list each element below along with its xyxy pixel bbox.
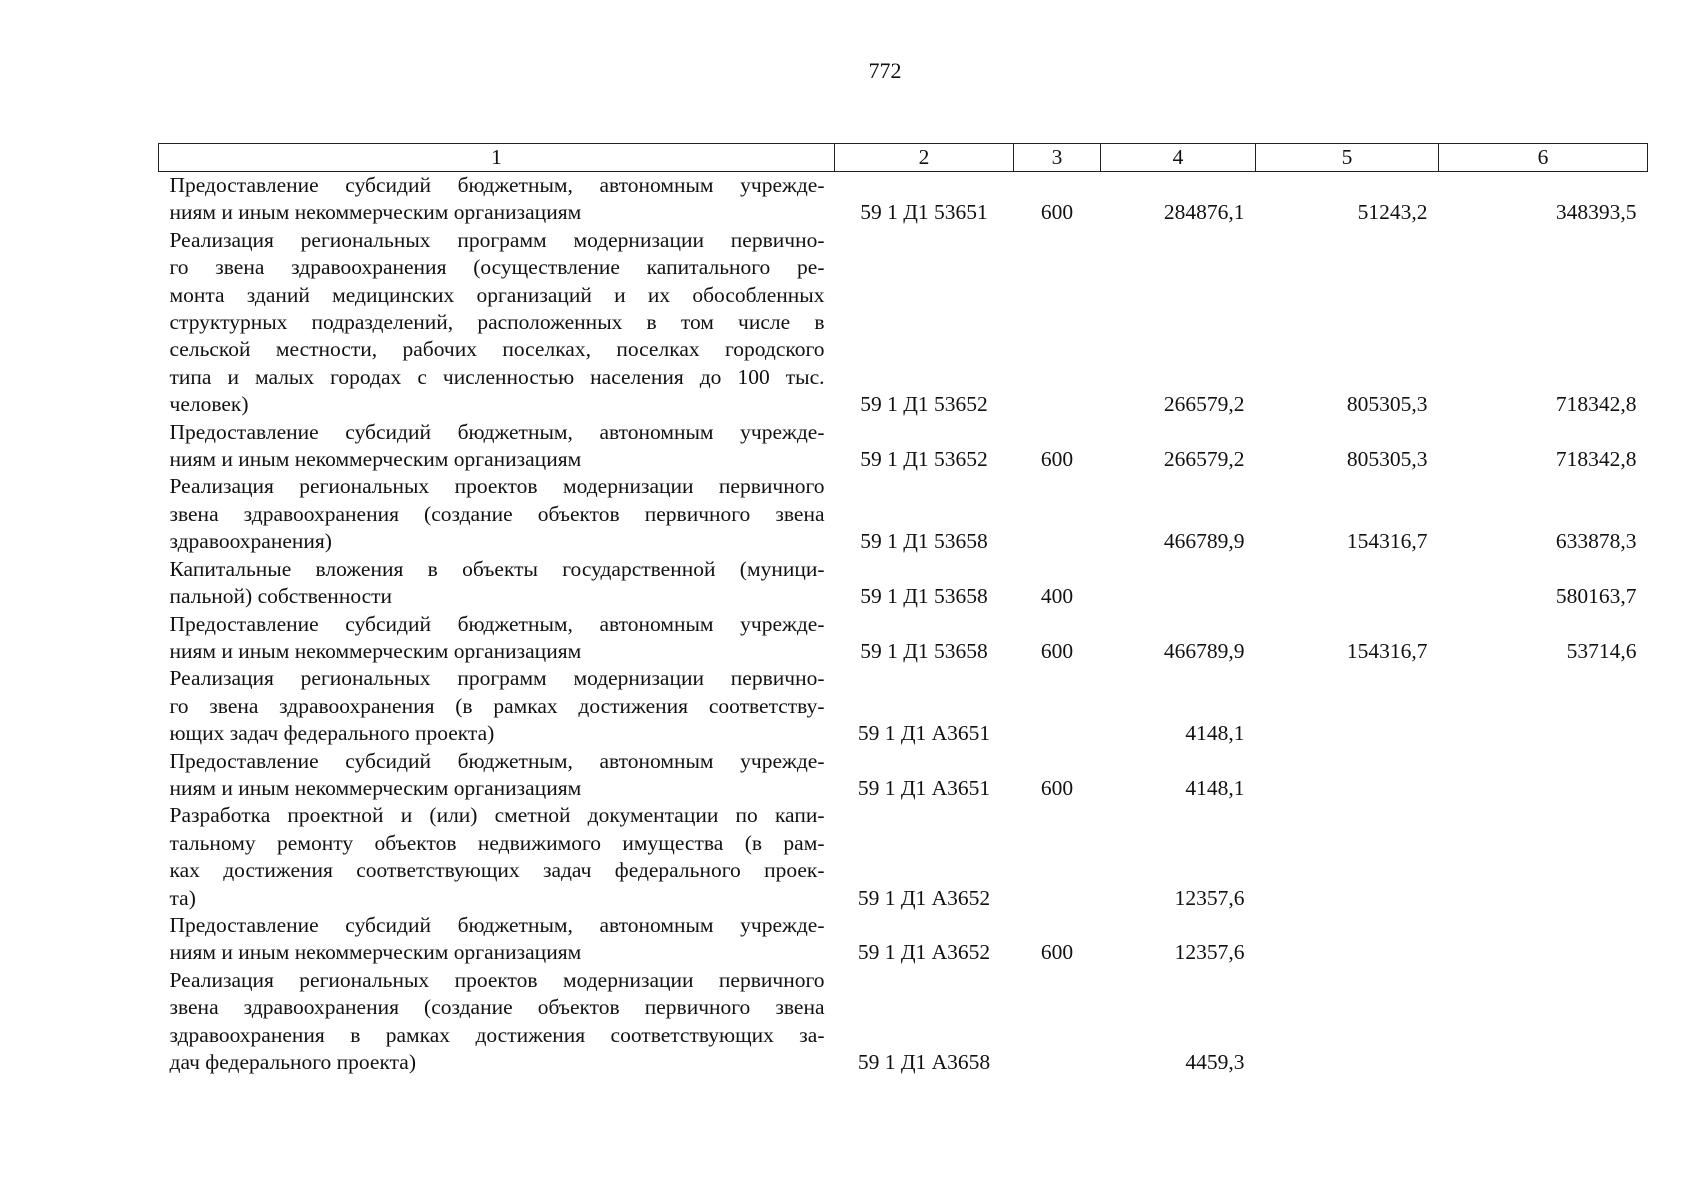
row-value-col5 [1256, 912, 1439, 967]
description-line: ниям и иным некоммерческим организациям [169, 775, 582, 800]
column-header-1: 1 [159, 144, 835, 172]
table-row [159, 611, 1648, 666]
row-expense-type: 600 [1040, 940, 1074, 965]
table-row [159, 172, 1648, 227]
description-line: ющих задач федерального проекта) [169, 721, 495, 746]
description-line: тальному ремонту объектов недвижимого имущества (в рам- [169, 830, 825, 855]
row-value-col5 [1256, 748, 1439, 803]
row-code: 59 1 Д1 А3652 [857, 940, 991, 965]
row-expense-type: 600 [1040, 775, 1074, 800]
row-value-col6: 718342,8 [1555, 447, 1637, 472]
description-line: монта зданий медицинских организаций и их обособленных [169, 282, 825, 307]
description-line: та) [169, 885, 196, 910]
row-description [159, 912, 835, 967]
row-value-col4: 266579,2 [1163, 392, 1245, 417]
table-row [159, 556, 1648, 611]
row-value-col4: 466789,9 [1163, 638, 1245, 663]
row-description [159, 611, 835, 666]
row-value-col5: 154316,7 [1346, 638, 1428, 663]
row-code: 59 1 Д1 А3652 [857, 885, 991, 910]
description-line: Предоставление субсидий бюджетным, автономным учрежде- [169, 419, 825, 444]
description-line: человек) [169, 392, 249, 417]
description-line: сельской местности, рабочих поселках, поселках городского [169, 337, 825, 362]
description-line: ниям и иным некоммерческим организациям [169, 638, 582, 663]
row-code: 59 1 Д1 А3651 [857, 721, 991, 746]
column-header-4: 4 [1101, 144, 1256, 172]
row-code: 59 1 Д1 А3658 [857, 1050, 991, 1074]
description-line: Реализация региональных проектов модернизации первичного [169, 474, 825, 499]
row-expense-type: 600 [1040, 638, 1074, 663]
description-line: структурных подразделений, расположенных в том числе в [169, 310, 825, 335]
table-row [159, 748, 1648, 803]
description-line: Реализация региональных программ модернизации первично- [169, 666, 825, 691]
description-line: ках достижения соответствующих задач федерального проек- [169, 858, 825, 883]
description-line: типа и малых городах с численностью населения до 100 тыс. [169, 364, 825, 389]
description-line: пальной) собственности [169, 584, 393, 609]
row-code: 59 1 Д1 А3651 [857, 775, 991, 800]
row-description [159, 473, 835, 555]
row-value-col5 [1256, 556, 1439, 611]
row-expense-type [1014, 473, 1101, 555]
description-line: Предоставление субсидий бюджетным, автономным учрежде- [169, 173, 825, 197]
row-expense-type: 600 [1040, 200, 1074, 225]
row-code: 59 1 Д1 53658 [860, 638, 988, 663]
description-line: здравоохранения в рамках достижения соответствующих за- [169, 1022, 825, 1047]
row-value-col4: 4148,1 [1185, 775, 1245, 800]
row-value-col6: 580163,7 [1555, 584, 1637, 609]
row-expense-type [1014, 802, 1101, 912]
table-row [159, 967, 1648, 1077]
row-value-col4: 284876,1 [1163, 200, 1245, 225]
row-value-col5: 805305,3 [1346, 447, 1428, 472]
description-line: Предоставление субсидий бюджетным, автономным учрежде- [169, 748, 825, 773]
description-line: здравоохранения) [169, 529, 332, 554]
row-value-col4: 12357,6 [1174, 885, 1245, 910]
row-expense-type [1014, 227, 1101, 419]
description-line: Реализация региональных программ модернизации первично- [169, 227, 825, 252]
table-row [159, 473, 1648, 555]
description-line: ниям и иным некоммерческим организациям [169, 200, 582, 225]
table-row [159, 802, 1648, 912]
row-description [159, 665, 835, 747]
row-description [159, 172, 835, 227]
table-row [159, 912, 1648, 967]
row-value-col6 [1439, 802, 1648, 912]
row-expense-type [1014, 665, 1101, 747]
row-value-col6 [1439, 912, 1648, 967]
row-value-col6 [1439, 748, 1648, 803]
row-value-col6: 633878,3 [1555, 529, 1637, 554]
row-value-col4: 266579,2 [1163, 447, 1245, 472]
description-line: Разработка проектной и (или) сметной документации по капи- [169, 803, 825, 828]
row-value-col5: 154316,7 [1346, 529, 1428, 554]
row-value-col6: 718342,8 [1555, 392, 1637, 417]
budget-table [158, 143, 1648, 1076]
row-description [159, 748, 835, 803]
description-line: ниям и иным некоммерческим организациям [169, 447, 582, 472]
row-code: 59 1 Д1 53658 [860, 529, 988, 554]
column-header-2: 2 [835, 144, 1014, 172]
description-line: Реализация региональных проектов модернизации первичного [169, 967, 825, 992]
row-value-col5 [1256, 665, 1439, 747]
row-value-col6 [1439, 967, 1648, 1077]
table-row [159, 665, 1648, 747]
row-value-col6 [1439, 665, 1648, 747]
column-header-5: 5 [1256, 144, 1439, 172]
row-description [159, 556, 835, 611]
table-body [159, 172, 1648, 1077]
row-value-col6: 53714,6 [1566, 638, 1637, 663]
row-value-col4: 12357,6 [1174, 940, 1245, 965]
row-value-col4: 4148,1 [1185, 721, 1245, 746]
column-header-6: 6 [1439, 144, 1648, 172]
row-value-col4: 4459,3 [1185, 1050, 1245, 1074]
description-line: дач федерального проекта) [169, 1050, 416, 1074]
row-description [159, 802, 835, 912]
description-line: ниям и иным некоммерческим организациям [169, 940, 582, 965]
description-line: го звена здравоохранения (осуществление капитального ре- [169, 255, 825, 280]
description-line: го звена здравоохранения (в рамках достижения соответству- [169, 693, 825, 718]
row-expense-type [1014, 967, 1101, 1077]
row-value-col4 [1101, 556, 1256, 611]
description-line: Предоставление субсидий бюджетным, автономным учрежде- [169, 611, 825, 636]
row-value-col5 [1256, 802, 1439, 912]
column-header-3: 3 [1014, 144, 1101, 172]
row-code: 59 1 Д1 53658 [860, 584, 988, 609]
row-value-col4: 466789,9 [1163, 529, 1245, 554]
row-description [159, 227, 835, 419]
table-row [159, 227, 1648, 419]
row-value-col6: 348393,5 [1555, 200, 1637, 225]
row-code: 59 1 Д1 53651 [860, 200, 988, 225]
row-description [159, 419, 835, 474]
table-row [159, 419, 1648, 474]
row-value-col5: 805305,3 [1346, 392, 1428, 417]
row-expense-type: 600 [1040, 447, 1074, 472]
row-value-col5: 51243,2 [1357, 200, 1428, 225]
row-code: 59 1 Д1 53652 [860, 392, 988, 417]
header-row [159, 144, 1648, 172]
description-line: звена здравоохранения (создание объектов первичного звена [169, 501, 825, 526]
description-line: звена здравоохранения (создание объектов первичного звена [169, 995, 825, 1020]
description-line: Капитальные вложения в объекты государственной (муници- [169, 556, 825, 581]
row-expense-type: 400 [1040, 584, 1074, 609]
row-value-col5 [1256, 967, 1439, 1077]
page-number: 772 [868, 58, 902, 83]
description-line: Предоставление субсидий бюджетным, автономным учрежде- [169, 912, 825, 937]
row-code: 59 1 Д1 53652 [860, 447, 988, 472]
row-description [159, 967, 835, 1077]
